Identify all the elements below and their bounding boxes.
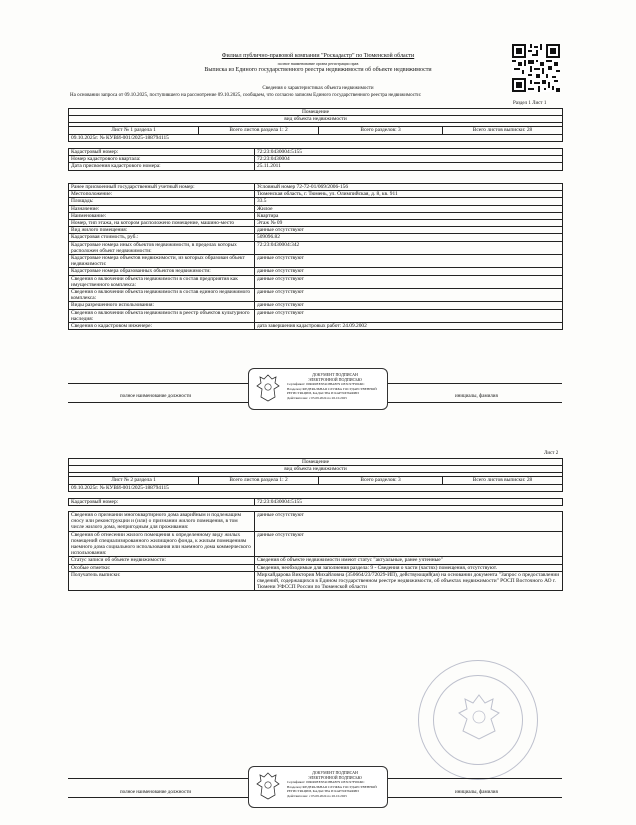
table-row [69,234,563,241]
table-row [69,227,563,234]
block1-footer-position: полное наименование должности [120,394,192,399]
table-row [69,255,563,268]
stamp2-line2: ЭЛЕКТРОННОЙ ПОДПИСЬЮ [308,775,362,780]
block1-table-b [68,183,563,330]
field-label: Площадь: [69,198,255,205]
emblem-icon [255,771,281,801]
block2-cad-table [68,498,563,506]
field-label: Сведения о включении объекта недвижимости в состав предприятия как имущественного комплекса: [69,275,255,288]
official-seal [418,660,538,780]
stamp2-line4: Владелец: ФЕДЕРАЛЬНАЯ СЛУЖБА ГОСУДАРСТВЕННОЙ [287,784,377,789]
field-value: Квартира [255,212,563,219]
field-value: 509096.82 [255,234,563,241]
stamp1-line3: Сертификат: 00ФФ9ЕЕ3E4С8ВАВ79 ОЕ3С97F9D49С [287,382,365,386]
block2-table [68,511,563,591]
field-label: Кадастровая стоимость, руб.: [69,234,255,241]
stamp2-line6: Действителен: с 05.09.2024 по 26.10.2025 [287,793,347,798]
qr-code [512,44,560,92]
table-row [69,205,563,212]
emblem-icon [255,373,281,403]
org-name: Филиал публично-правовой компании "Роскадастр" по Тюменской области [221,53,415,59]
field-value: Мирхайдарова Виктория Михайловна (350664/23/72029-ИП), действующий(ая) на основании документа "Запрос о предоставлении сведений, содержащихся в Едином государственном реестре недвижимости, об объектах недвижимости" РОСП Восточного АО г. Тюмени УФССП России по Тюменской области [255,571,563,591]
field-value: данные отсутствуют [255,531,563,557]
field-label: Сведения об отнесении жилого помещения к определенному виду жилых помещений специализированного жилищного фонда, к жилым помещениям наемного дома социального использования или наемного дома коммерческого использования: [69,531,255,557]
field-value: дата завершения кадастровых работ: 24.09.2002 [255,323,563,330]
table-row [69,557,563,564]
signature-stamp-1 [248,368,388,410]
stamp1-line4: Владелец: ФЕДЕРАЛЬНАЯ СЛУЖБА ГОСУДАРСТВЕННОЙ [287,386,377,391]
block2-cad-value: 72:23:0430004:5155 [255,499,563,506]
field-value: 72:23:0430004:342 [255,241,563,254]
field-label: Статус записи об объекте недвижимости: [69,557,255,564]
field-value: данные отсутствуют [255,302,563,309]
table-row [69,268,563,275]
org-caption: полное наименование органа регистрации прав [277,61,359,66]
table-row [69,191,563,198]
field-label: Кадастровые номера объектов недвижимости, из которых образован объект недвижимости: [69,255,255,268]
field-label: Номер кадастрового квартала: [69,156,255,163]
stamp1-line2: ЭЛЕКТРОННОЙ ПОДПИСЬЮ [308,377,362,382]
block2-object-type: Помещение [69,459,563,466]
block2-footer-name: инициалы, фамилия [455,790,498,795]
block2-total-sheets: Всего листов выписки: 28 [443,477,563,484]
table-row [69,220,563,227]
object-type-caption: вид объекта недвижимости [69,116,563,123]
stamp2-line5: РЕГИСТРАЦИИ, КАДАСТРА И КАРТОГРАФИИ [287,789,359,794]
table-row [69,149,563,156]
signature-stamp-2 [248,766,388,808]
total-sheets: Всего листов выписки: 28 [443,127,563,134]
field-label: Кадастровые номера иных объектов недвижимости, в пределах которых расположен объект недвижимости: [69,241,255,254]
field-label: Ранее присвоенный государственный учетный номер: [69,184,255,191]
field-label: Дата присвоения кадастрового номера: [69,163,255,170]
doc-title: Выписка из Единого государственного реестра недвижимости об объекте недвижимости [204,67,432,73]
field-label: Кадастровый номер: [69,149,255,156]
stamp1-line6: Действителен: с 05.09.2024 по 26.10.2025 [287,395,347,400]
table-row [69,571,563,591]
block2-total-sheets-section: Всего листов раздела 1: 2 [199,477,319,484]
field-label: Кадастровые номера образованных объектов недвижимости: [69,268,255,275]
field-value: Тюменская область, г. Тюмень, ул. Олимпийская, д. 8, кв. 911 [255,191,563,198]
block2-footer-position: полное наименование должности [120,790,192,795]
table-row [69,289,563,302]
field-label: Местоположение: [69,191,255,198]
block2-header-table [68,458,563,492]
sheet-number: Лист № 1 раздела 1 [69,127,199,134]
block1-table-a [68,148,563,171]
field-label: Номер, тип этажа, на котором расположено помещение, машино-место [69,220,255,227]
sheet1-label: Раздел 1 Лист 1 [513,101,547,106]
field-value: данные отсутствуют [255,289,563,302]
block2-total-sections: Всего разделов: 3 [319,477,443,484]
field-value: данные отсутствуют [255,309,563,322]
field-label: Назначение: [69,205,255,212]
table-row [69,323,563,330]
field-label: Сведения о включении объекта недвижимости в реестр объектов культурного наследия: [69,309,255,322]
field-value: 25.11.2011 [255,163,563,170]
block1-header-table [68,108,563,142]
field-label: Сведения о признании многоквартирного дома аварийным и подлежащим сносу или реконструкции и (или) о признании жилого помещения, в том числе жилого дома, непригодным для проживания: [69,512,255,532]
table-row [69,531,563,557]
field-value: Этаж № 09 [255,220,563,227]
request-number: 09.10.2025г. № КУВИ-001/2025-188794115 [69,134,563,141]
table-row [69,163,563,170]
block1-footer-name: инициалы, фамилия [455,394,498,399]
table-row [69,512,563,532]
stamp2-line3: Сертификат: 00ФФ9ЕЕ3E4С8ВАВ79 ОЕ3С97F9D49С [287,780,365,784]
field-value: данные отсутствуют [255,227,563,234]
field-value: данные отсутствуют [255,275,563,288]
field-label: Получатель выписки: [69,571,255,591]
field-value: Сведения, необходимые для заполнения раздела: 9 - Сведения о части (частях) помещения, отсутствуют. [255,564,563,571]
block2-object-type-caption: вид объекта недвижимости [69,466,563,473]
table-row [69,198,563,205]
table-row [69,309,563,322]
table-row [69,302,563,309]
field-value: Жилое [255,205,563,212]
total-sections: Всего разделов: 3 [319,127,443,134]
field-value: Сведения об объекте недвижимости имеют статус "актуальные, ранее учтенные" [255,557,563,564]
table-row [69,156,563,163]
table-row [69,212,563,219]
field-value: данные отсутствуют [255,255,563,268]
field-label: Сведения о кадастровом инженере: [69,323,255,330]
field-label: Сведения о включении объекта недвижимости в состав единого недвижимого комплекса: [69,289,255,302]
stamp2-line1: ДОКУМЕНТ ПОДПИСАН [312,770,358,775]
intro-text: На основании запроса от 09.10.2025, поступившего на рассмотрение 09.10.2025, сообщаем, что согласно записям Единого государственного реестра недвижимости: [70,93,422,98]
field-label: Виды разрешенного использования: [69,302,255,309]
block2-cad-label: Кадастровый номер: [69,499,255,506]
section-title: Сведения о характеристиках объекта недвижимости [262,86,374,91]
field-value: 72:23:0430004 [255,156,563,163]
sheet2-label: Лист 2 [544,451,559,456]
stamp1-line1: ДОКУМЕНТ ПОДПИСАН [312,372,358,377]
table-row [69,184,563,191]
total-sheets-section: Всего листов раздела 1: 2 [199,127,319,134]
field-label: Особые отметки: [69,564,255,571]
field-value: данные отсутствуют [255,512,563,532]
field-value: 33.5 [255,198,563,205]
block2-sheet-number: Лист № 2 раздела 1 [69,477,199,484]
block2-request-number: 09.10.2025г. № КУВИ-001/2025-188794115 [69,484,563,491]
field-value: Условный номер 72-72-01/069/2006-156 [255,184,563,191]
table-row [69,275,563,288]
field-label: Вид жилого помещения: [69,227,255,234]
table-row [69,241,563,254]
table-row [69,564,563,571]
field-label: Наименование: [69,212,255,219]
object-type: Помещение [69,109,563,116]
field-value: данные отсутствуют [255,268,563,275]
field-value: 72:23:0430004:5155 [255,149,563,156]
stamp1-line5: РЕГИСТРАЦИИ, КАДАСТРА И КАРТОГРАФИИ [287,391,359,396]
